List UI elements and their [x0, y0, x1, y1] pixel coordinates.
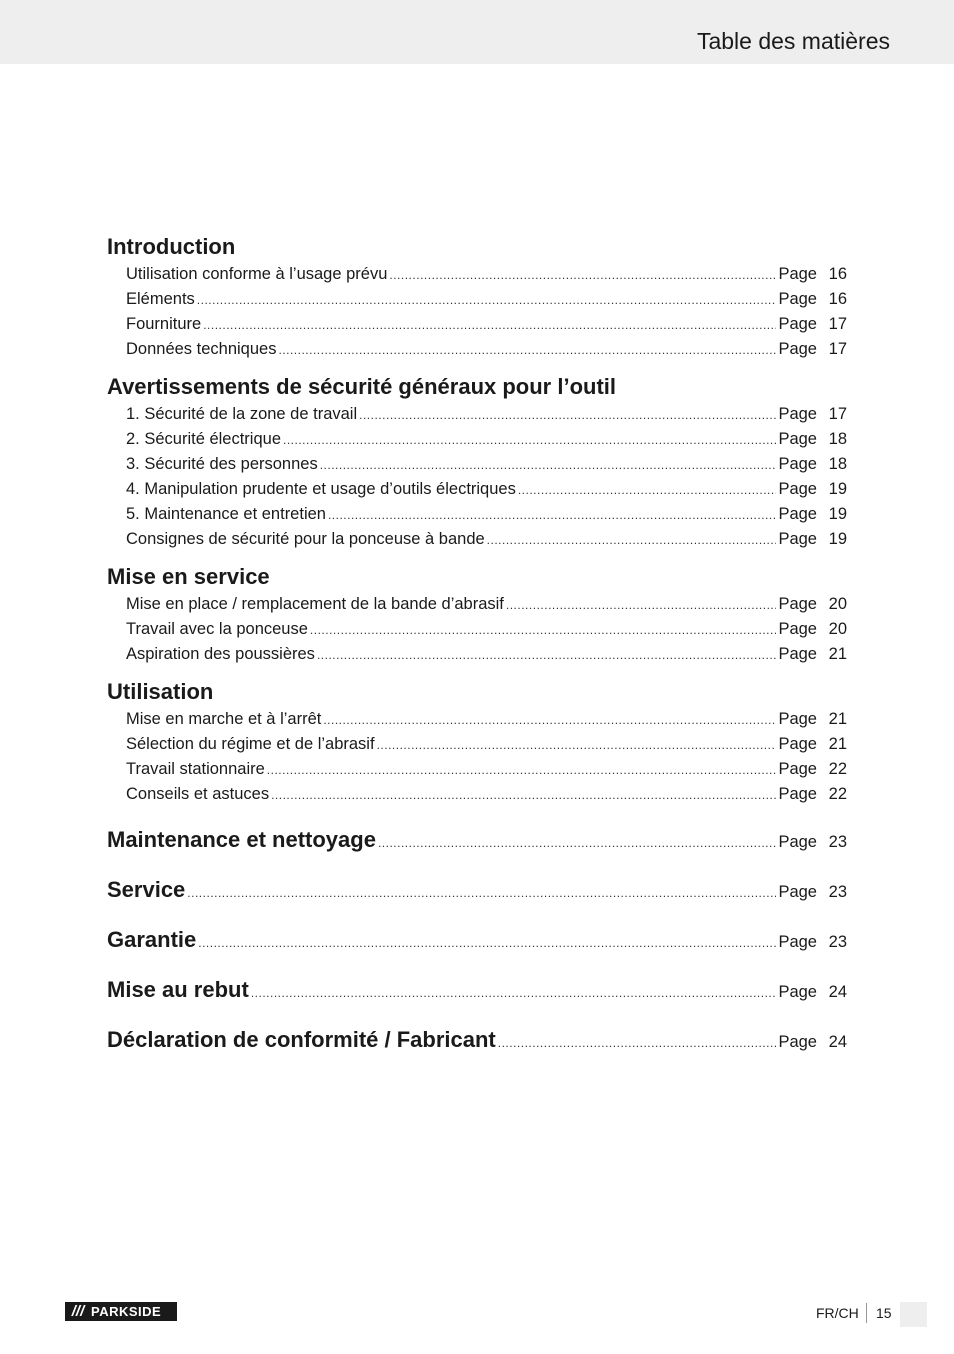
page-number: 21 [828, 710, 847, 728]
toc-top-entry[interactable] [107, 825, 847, 875]
page-number: 21 [828, 645, 847, 663]
entry-label: Données techniques [126, 340, 277, 358]
dot-leader [278, 338, 776, 363]
entry-label: Mise en marche et à l’arrêt [126, 710, 322, 728]
entry-label: Aspiration des poussières [126, 645, 315, 663]
page-word: Page [778, 290, 817, 308]
page-word: Page [778, 933, 817, 951]
toc-entry[interactable] [107, 427, 847, 452]
toc-entry[interactable] [107, 402, 847, 427]
toc-entry[interactable] [107, 312, 847, 337]
dot-leader [487, 528, 777, 553]
section-title: Mise au rebut [107, 977, 249, 1002]
section-title: Avertissements de sécurité généraux pour l’outil [107, 374, 617, 399]
page-number: 21 [828, 735, 847, 753]
entry-label: 1. Sécurité de la zone de travail [126, 405, 358, 423]
toc-entry[interactable] [107, 287, 847, 312]
toc-section-setup [107, 562, 847, 667]
page-number: 23 [828, 883, 847, 901]
page-word: Page [778, 785, 817, 803]
dot-leader [283, 428, 776, 453]
logo-stripes-icon: /// [71, 1303, 85, 1320]
table-of-contents [107, 232, 847, 1075]
dot-leader [198, 928, 776, 958]
entry-label: Fourniture [126, 315, 202, 333]
section-title: Utilisation [107, 679, 214, 704]
entry-label: Consignes de sécurité pour la ponceuse à bande [126, 530, 485, 548]
toc-entry[interactable] [107, 337, 847, 362]
section-title: Déclaration de conformité / Fabricant [107, 1027, 496, 1052]
parkside-logo [65, 1302, 177, 1321]
entry-label: 2. Sécurité électrique [126, 430, 282, 448]
language-code: FR/CH [816, 1305, 859, 1321]
toc-top-entry[interactable] [107, 975, 847, 1025]
dot-leader [197, 288, 777, 313]
section-title: Mise en service [107, 564, 270, 589]
dot-leader [267, 758, 777, 783]
toc-entry[interactable] [107, 782, 847, 807]
page-number: 23 [828, 933, 847, 951]
page-word: Page [778, 620, 817, 638]
toc-section-usage [107, 677, 847, 807]
toc-section-introduction [107, 232, 847, 362]
dot-leader [310, 618, 777, 643]
page-word: Page [778, 455, 817, 473]
dot-leader [203, 313, 776, 338]
toc-entry[interactable] [107, 757, 847, 782]
page-word: Page [778, 760, 817, 778]
toc-entry[interactable] [107, 477, 847, 502]
footer-tab-box [900, 1302, 927, 1327]
page-word: Page [778, 340, 817, 358]
toc-entry[interactable] [107, 262, 847, 287]
section-title: Maintenance et nettoyage [107, 827, 376, 852]
dot-leader [518, 478, 777, 503]
dot-leader [328, 503, 776, 528]
page-number: 20 [828, 595, 847, 613]
section-title: Service [107, 877, 186, 902]
page-number: 18 [828, 455, 847, 473]
page-word: Page [778, 645, 817, 663]
page-number: 24 [828, 1033, 847, 1051]
page-number: 23 [828, 833, 847, 851]
dot-leader [359, 403, 776, 428]
page-number: 19 [828, 505, 847, 523]
page-word: Page [778, 735, 817, 753]
dot-leader [506, 593, 777, 618]
dot-leader [271, 783, 776, 808]
page-number: 17 [828, 315, 847, 333]
page-word: Page [778, 833, 817, 851]
toc-top-entry[interactable] [107, 925, 847, 975]
page-number: 19 [828, 530, 847, 548]
toc-entry[interactable] [107, 452, 847, 477]
dot-leader [251, 978, 777, 1008]
page-title: Table des matières [696, 28, 890, 54]
toc-top-entry[interactable] [107, 875, 847, 925]
page-word: Page [778, 405, 817, 423]
dot-leader [320, 453, 777, 478]
toc-section-safety [107, 372, 847, 552]
page-word: Page [778, 530, 817, 548]
toc-entry[interactable] [107, 617, 847, 642]
dot-leader [498, 1028, 777, 1058]
page-number: 16 [828, 265, 847, 283]
toc-entry[interactable] [107, 732, 847, 757]
page-number: 19 [828, 480, 847, 498]
page-word: Page [778, 265, 817, 283]
dot-leader [389, 263, 776, 288]
entry-label: 5. Maintenance et entretien [126, 505, 326, 523]
section-title: Garantie [107, 927, 197, 952]
page-word: Page [778, 480, 817, 498]
page-word: Page [778, 1033, 817, 1051]
entry-label: 3. Sécurité des personnes [126, 455, 318, 473]
page-word: Page [778, 595, 817, 613]
footer-divider [866, 1303, 867, 1323]
page-word: Page [778, 505, 817, 523]
page-number: 22 [828, 785, 847, 803]
page-number: 17 [828, 340, 847, 358]
entry-label: Travail stationnaire [126, 760, 265, 778]
page-word: Page [778, 710, 817, 728]
entry-label: Travail avec la ponceuse [126, 620, 308, 638]
footer-page-number: 15 [876, 1305, 892, 1321]
dot-leader [323, 708, 776, 733]
entry-label: Utilisation conforme à l’usage prévu [126, 265, 388, 283]
page-number: 16 [828, 290, 847, 308]
toc-entry[interactable] [107, 707, 847, 732]
page-number: 24 [828, 983, 847, 1001]
entry-label: Conseils et astuces [126, 785, 270, 803]
toc-entry[interactable] [107, 642, 847, 667]
page-number: 20 [828, 620, 847, 638]
section-title: Introduction [107, 234, 236, 259]
dot-leader [378, 828, 777, 858]
toc-entry[interactable] [107, 527, 847, 552]
page-word: Page [778, 983, 817, 1001]
entry-label: Eléments [126, 290, 195, 308]
page-word: Page [778, 315, 817, 333]
logo-text: PARKSIDE [91, 1304, 162, 1319]
page-word: Page [778, 883, 817, 901]
entry-label: Sélection du régime et de l’abrasif [126, 735, 375, 753]
page-number: 18 [828, 430, 847, 448]
page-number: 17 [828, 405, 847, 423]
entry-label: 4. Manipulation prudente et usage d’outils électriques [126, 480, 516, 498]
dot-leader [187, 878, 776, 908]
toc-entry[interactable] [107, 592, 847, 617]
toc-top-entry[interactable] [107, 1025, 847, 1075]
dot-leader [317, 643, 777, 668]
dot-leader [377, 733, 777, 758]
entry-label: Mise en place / remplacement de la bande d’abrasif [126, 595, 504, 613]
toc-entry[interactable] [107, 502, 847, 527]
page-number: 22 [828, 760, 847, 778]
page-word: Page [778, 430, 817, 448]
